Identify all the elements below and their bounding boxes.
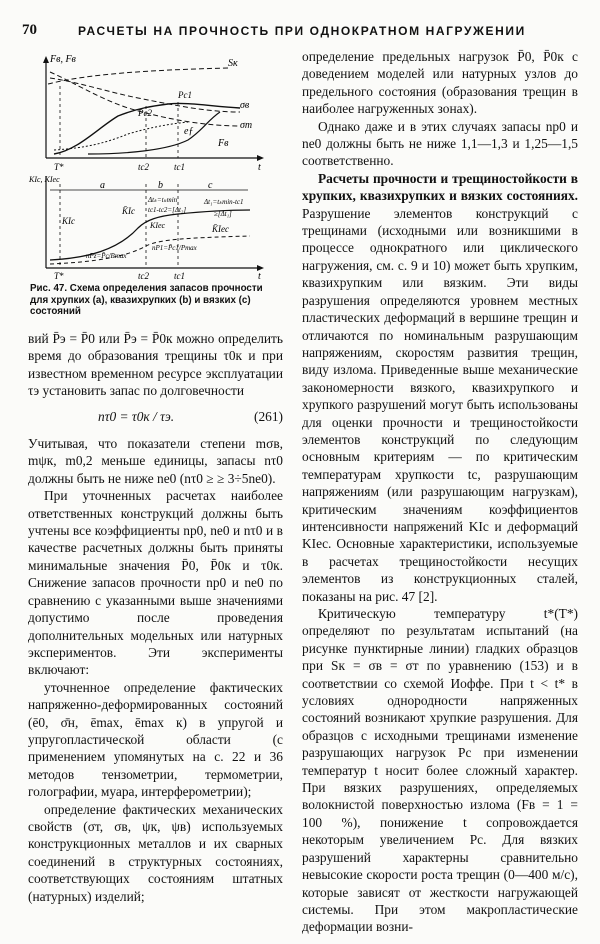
label-kic-axis: KIc, KIec [29, 175, 60, 184]
label-dt1: Δt₁=tₖmin-tc1 [204, 198, 244, 206]
kiec-curve [50, 236, 250, 264]
label-dt-min: Δtₖ=tₖmin [148, 196, 178, 204]
right-column [302, 48, 578, 936]
label-pc1: Pc1 [178, 90, 192, 100]
label-pc2: Pc2 [138, 108, 152, 118]
formula-expression: nτ0 = τ0к / τэ. [98, 408, 175, 424]
formula-261 [28, 408, 283, 425]
label-seg-a: a [100, 180, 105, 191]
right-paragraph-1: определение предельных нагрузок P̄0, P̄0к с доведением моделей или натурных узлов до предельного состояния (образования трещин в наиболее нагруженных зонах). [302, 49, 578, 117]
right-paragraph-3: Разрушение элементов конструкций с трещинами (исходными или возникшими в процессе однократного или циклического нагружения, см. с. 9 и 10) может быть хрупким, квазихрупким или вязким. Эти виды разрушения определяются уровнем местных пластических деформаций в вершине трещин и отличаются по номинальным разрушающим напряжениям, скоростям развития трещин, виду излома. Приведенные выше механические закономерности вязкого, квазихрупкого и хрупкого разрушений могут быть использованы для оценки прочности и трещиностойкости элементов конструкций по следующим основным критериям — по критическим температурам хрупкости tc, разрушающим напряжениям (или разрушающим нагрузкам), критическим значениям коэффициентов интенсивности напряжений KIc и деформаций KIec. Основные характеристики, используемые в расчетах трещиностойкости несущих элементов из конструкционных сталей, показаны на рис. 47 [2]. [302, 205, 578, 604]
left-paragraph-3: При уточненных расчетах наиболее ответственных конструкций должны быть учтены все коэффициенты np0, nе0 и nτ0 и в качестве расчетных должны быть приняты минимальные значения P̄0, P̄0к и τ0к. Снижение запасов прочности np0 и nе0 по сравнению с указанными выше значениями допустимо после проведения дополнительных модельных или натурных экспериментов. Эти эксперименты включают: [28, 488, 283, 678]
left-paragraph-1: вий P̄э = P̄0 или P̄э = P̄0к можно определить время до образования трещины τ0к и при известном временном ресурсе эксплуатации τэ установить запас по долговечности [28, 331, 283, 399]
label-dt1-bracket: ≥[Δt₁] [214, 210, 232, 218]
label-fv: Fв [218, 138, 229, 149]
figure-47 [28, 50, 284, 280]
label-tc1-2: tc1 [174, 271, 185, 280]
label-kiec-bar: K̄Iec [212, 224, 229, 234]
left-paragraph-4: уточненное определение фактических напряженно-деформированных состояний (ē0, σ̄н, ēmax, ēmax к) в упругой и упругопластической области (с применением упомянутых на с. 22 и 36 методов тензометрии, термометрии, голографии, муара, интерферометрии); [28, 679, 283, 800]
section-heading: Расчеты прочности и трещиностойкости в хрупких, квазихрупких и вязких состояниях. [302, 170, 578, 204]
right-section-text [302, 170, 578, 605]
label-kic-bar: K̄Ic [122, 206, 135, 216]
label-kic: KIc [62, 216, 75, 226]
label-kiec: KIec [150, 221, 166, 230]
sigma-b-curve [50, 78, 240, 112]
label-seg-c: c [208, 180, 213, 191]
label-sigma-t: σт [240, 120, 253, 131]
figure-caption: Рис. 47. Схема определения запасов прочности для хрупких (a), квазихрупких (b) и вязких (c) состояний [30, 283, 263, 317]
label-np1: nP1=P̄c1/Pmax [152, 244, 197, 252]
left-paragraph-2: Учитывая, что показатели степени mσв, mψк, m0,2 меньше единицы, запасы nτ0 должны быть не ниже nе0 (nτ0 ≥ ≥ 3÷5nе0). [28, 436, 283, 486]
label-tc1: tc1 [174, 162, 185, 172]
label-seg-b: b [158, 180, 163, 191]
left-paragraph-5: определение фактических механических свойств (σт, σв, ψк, ψв) используемых конструкционных металлов и их сварных соединений в структурных состояниях, соответствующих состояниям штатных (натурных) изделий; [28, 801, 283, 904]
label-sk: Sк [228, 58, 238, 69]
label-npz: nPz=P̄c/Pmax [86, 252, 127, 260]
page-header [22, 22, 576, 40]
label-t-star: T* [54, 162, 64, 172]
label-y-top: Fв, Fв [50, 54, 76, 65]
s-k-curve [48, 68, 228, 84]
left-column [28, 330, 283, 905]
label-t-axis: t [258, 162, 261, 173]
right-paragraph-2: Однако даже и в этих случаях запасы np0 и nе0 должны быть не ниже 1,1—1,3 и 1,25—1,5 соответственно. [302, 118, 578, 169]
running-title: РАСЧЕТЫ НА ПРОЧНОСТЬ ПРИ ОДНОКРАТНОМ НАГРУЖЕНИИ [78, 24, 526, 38]
label-t-axis-2: t [258, 271, 261, 280]
label-dt2: tc1-tc2=[Δt₂] [148, 206, 187, 214]
label-ef: eƒ [184, 126, 194, 137]
label-tc2-2: tc2 [138, 271, 149, 280]
formula-number: (261) [253, 408, 283, 424]
page-number: 70 [22, 22, 37, 38]
right-paragraph-4: Критическую температуру t*(T*) определяют по результатам испытаний (на рисунке пунктирные линии) гладких образцов при Sк = σв = σт по уравнению (153) и в соответствии со схемой Иоффе. При t < t* в условиях однородности напряженных состояний возникают хрупкие разрушения. Для образцов с исходными трещинами изменение разрушающих нагрузок Pc при изменении температур t носит более сложный характер. При вязких разрушениях, определяемых волокнистой поверхностью излома (Fв = 1 = 100 %), понижение t сопровождается некоторым увеличением Pc. Для вязких разрушений характерны сравнительно невысокие скорости роста трещин (0—400 м/с), которые зависят от жесткости нагружающей системы. При этом макропластические деформации возни- [302, 606, 578, 935]
fv-curve [88, 112, 220, 154]
label-tc2: tc2 [138, 162, 149, 172]
label-t-star-2: T* [54, 271, 64, 280]
label-sigma-b: σв [240, 100, 250, 111]
